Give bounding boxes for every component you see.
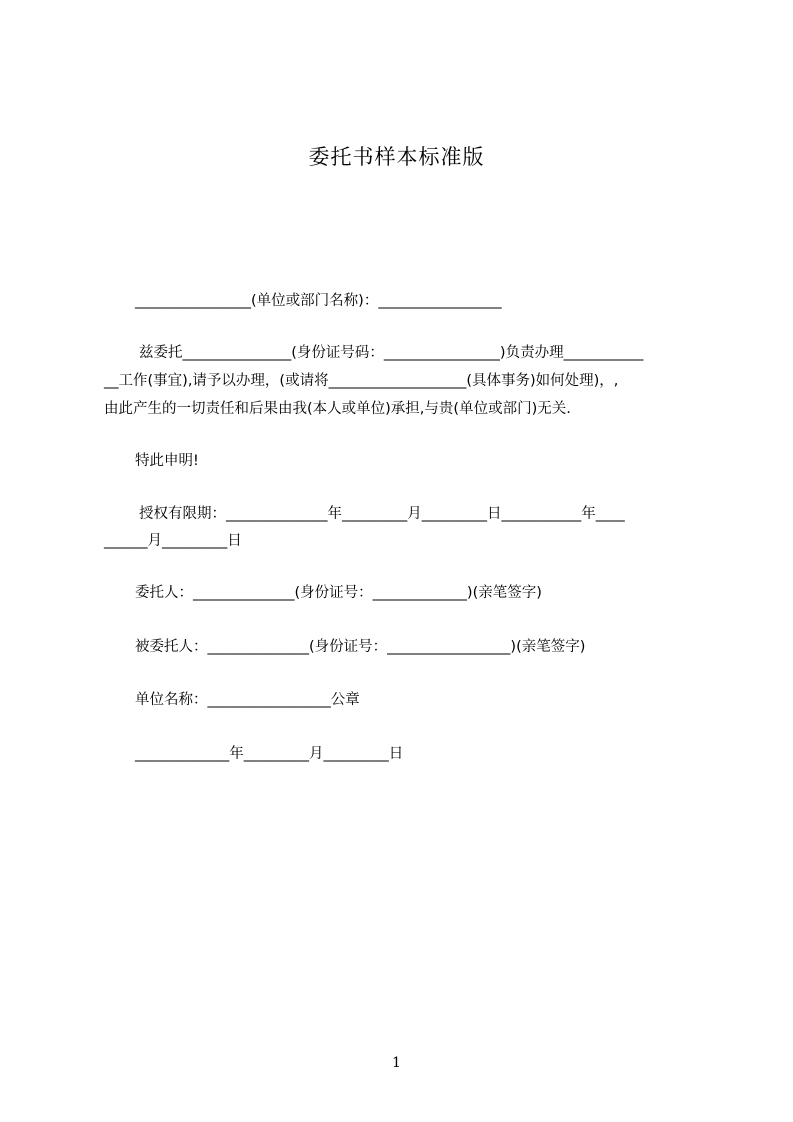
entrust-line: 兹委托_______________(身份证号码：________________)负责办理___________: [139, 345, 644, 361]
agent-line: 被委托人：______________(身份证号：_________________)(亲笔签字): [135, 639, 586, 655]
authorization-period-line: 授权有限期：______________年_________月_________日___________年____: [139, 506, 625, 522]
entrust-continuation-line: __工作(事宜),请予以办理，(或请将___________________(具体事务)如何处理)，,: [104, 373, 619, 389]
document-title: 委托书样本标准版: [308, 145, 485, 169]
organization-name-line: 单位名称：_________________公章: [135, 692, 360, 708]
declaration-line: 特此申明!: [135, 453, 199, 469]
principal-line: 委托人：______________(身份证号：_____________)(亲笔签字): [135, 585, 542, 601]
date-line: _____________年_________月_________日: [135, 746, 404, 762]
authorization-period-continuation: ______月_________日: [104, 533, 242, 549]
department-line: ________________(单位或部门名称)：_________________: [135, 293, 502, 309]
page-number: 1: [392, 1055, 401, 1071]
responsibility-line: 由此产生的一切责任和后果由我(本人或单位)承担,与贵(单位或部门)无关.: [104, 401, 571, 417]
